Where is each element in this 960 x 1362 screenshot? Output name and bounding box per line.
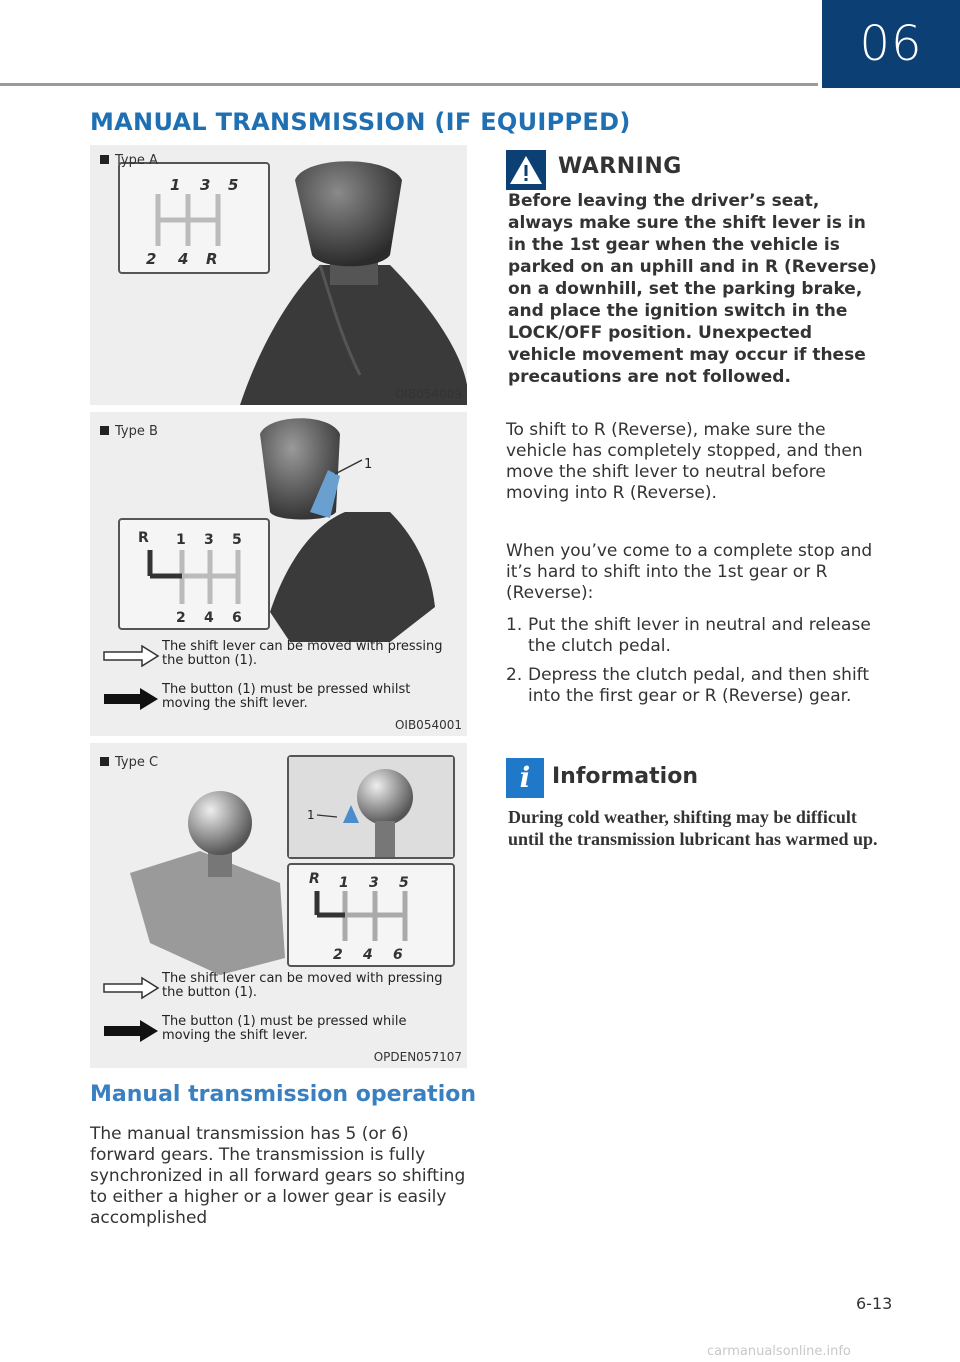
button-detail-inset	[287, 755, 455, 859]
gear-label: 2	[176, 610, 186, 626]
warning-header	[506, 150, 886, 190]
header-rule	[0, 83, 818, 86]
gear-label: 6	[232, 610, 242, 626]
operation-heading: Manual transmission operation	[90, 1082, 477, 1107]
gear-label: R	[206, 250, 218, 268]
solid-arrow-icon	[102, 687, 160, 711]
legend-text: The button (1) must be pressed while moving the shift lever.	[162, 1014, 407, 1043]
button-detail-diagram	[289, 757, 453, 857]
solid-arrow-icon	[102, 1019, 160, 1043]
legend-row	[102, 972, 462, 1002]
gear-label: 5	[232, 532, 242, 548]
gear-label: 4	[178, 250, 189, 268]
gear-label: 1	[176, 532, 186, 548]
figure-type-a	[90, 145, 467, 405]
outline-arrow-icon	[102, 644, 160, 668]
gear-label: 3	[200, 176, 211, 194]
shift-pattern-inset-b	[118, 518, 270, 630]
figure-type-c	[90, 743, 467, 1068]
gear-label: R	[138, 530, 149, 546]
reverse-paragraph: To shift to R (Reverse), make sure the vehicle has completely stopped, and then move the shift lever to neutral before moving into R (Reverse).	[506, 420, 863, 503]
section-title: MANUAL TRANSMISSION (IF EQUIPPED)	[90, 108, 631, 136]
shift-pattern-inset-a	[118, 162, 270, 274]
shift-pattern-diagram	[120, 164, 268, 272]
gear-label: 3	[369, 875, 379, 891]
legend-text: The shift lever can be moved with pressing the button (1).	[162, 639, 443, 668]
warning-triangle-icon	[506, 150, 546, 190]
steps-list	[506, 615, 876, 715]
information-text: During cold weather, shifting may be difficult until the transmission lubricant has warmed up.	[508, 807, 878, 849]
shift-pattern-diagram	[289, 865, 453, 965]
figure-label: Type A	[100, 153, 158, 168]
gear-label: 1	[170, 176, 181, 194]
gear-label: 2	[146, 250, 157, 268]
callout-number: 1	[364, 457, 373, 472]
information-label: Information	[552, 764, 698, 789]
figure-code: OPDEN057107	[373, 1050, 462, 1064]
gear-label: 5	[399, 875, 409, 891]
legend-text: The button (1) must be pressed whilst moving the shift lever.	[162, 682, 411, 711]
information-header	[506, 758, 886, 800]
figure-type-b	[90, 412, 467, 736]
chapter-tab: 06	[822, 0, 960, 88]
figure-label: Type B	[100, 424, 158, 439]
warning-text: Before leaving the driver’s seat, always make sure the shift lever is in in the 1st gear when the vehicle is parked on an uphill and in R (Reverse) on a downhill, set the parking brake, and place the ignition switch in the LOCK/OFF position. Unexpected vehicle movement may occur if these precautions are not followed.	[508, 191, 877, 387]
outline-arrow-icon	[102, 976, 160, 1000]
info-icon: i	[506, 758, 544, 798]
shift-pattern-inset-c	[287, 863, 455, 967]
operation-paragraph: The manual transmission has 5 (or 6) forward gears. The transmission is fully synchronized in all forward gears so shifting to either a higher or a lower gear is easily accomplished	[90, 1124, 466, 1228]
gear-label: 5	[228, 176, 239, 194]
shift-pattern-diagram	[120, 520, 268, 628]
gear-label: R	[309, 871, 320, 887]
watermark: carmanualsonline.info	[707, 1344, 851, 1359]
callout-number: 1	[307, 808, 315, 822]
list-item: 2. Depress the clutch pedal, and then shift into the first gear or R (Reverse) gear.	[506, 665, 870, 706]
gear-label: 4	[204, 610, 214, 626]
figure-code: OIB054009	[394, 387, 462, 401]
stop-paragraph: When you’ve come to a complete stop and it’s hard to shift into the 1st gear or R (Reverse):	[506, 541, 873, 603]
gear-label: 3	[204, 532, 214, 548]
legend-row	[102, 1015, 462, 1045]
figure-label: Type C	[100, 755, 158, 770]
list-item: 1. Put the shift lever in neutral and release the clutch pedal.	[506, 615, 871, 656]
warning-label: WARNING	[558, 154, 682, 179]
legend-text: The shift lever can be moved with pressing the button (1).	[162, 971, 443, 1000]
legend-row	[102, 683, 462, 713]
legend-row	[102, 640, 462, 670]
gear-label: 4	[363, 947, 373, 963]
page-number: 6-13	[856, 1294, 893, 1313]
gear-label: 1	[339, 875, 349, 891]
gear-label: 2	[333, 947, 343, 963]
gear-label: 6	[393, 947, 403, 963]
figure-code: OIB054001	[394, 718, 462, 732]
